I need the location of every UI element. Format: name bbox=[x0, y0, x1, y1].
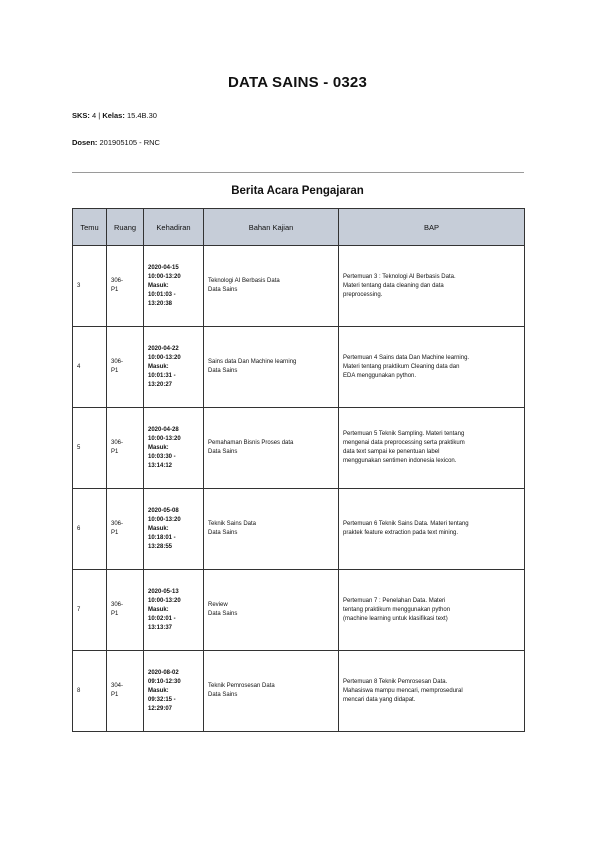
kelas-label: Kelas: bbox=[102, 111, 125, 120]
bahan-line: Data Sains bbox=[208, 611, 238, 617]
kehadiran-line: Masuk: bbox=[148, 363, 169, 370]
cell-bahan-kajian bbox=[204, 408, 339, 489]
cell-bap bbox=[339, 327, 525, 408]
table-row bbox=[73, 651, 525, 732]
cell-bap bbox=[339, 489, 525, 570]
bap-line: Pertemuan 3 : Teknologi AI Berbasis Data. bbox=[343, 273, 456, 280]
kehadiran-line: Masuk: bbox=[148, 525, 169, 532]
page-title: DATA SAINS - 0323 bbox=[228, 74, 367, 91]
kehadiran-line: 10:01:31 - bbox=[148, 372, 176, 379]
sks-label: SKS: bbox=[72, 111, 90, 120]
bap-line: mengenai data preprocessing serta praktikum bbox=[343, 440, 465, 446]
kehadiran-line: 13:20:27 bbox=[148, 381, 173, 388]
header-kehadiran: Kehadiran bbox=[144, 209, 204, 246]
kehadiran-line: 12:29:07 bbox=[148, 705, 173, 712]
bahan-line: Teknik Pemrosesan Data bbox=[208, 683, 275, 689]
kehadiran-line: Masuk: bbox=[148, 606, 169, 613]
cell-kehadiran bbox=[144, 489, 204, 570]
kehadiran-line: 13:28:55 bbox=[148, 543, 173, 550]
bap-line: praktek feature extraction pada text mining. bbox=[343, 530, 459, 536]
cell-temu: 6 bbox=[73, 489, 107, 570]
cell-temu: 4 bbox=[73, 327, 107, 408]
kehadiran-line: 13:13:37 bbox=[148, 624, 173, 631]
kehadiran-line: Masuk: bbox=[148, 687, 169, 694]
kehadiran-line: 2020-04-15 bbox=[148, 264, 179, 271]
bahan-line: Pemahaman Bisnis Proses data bbox=[208, 440, 294, 446]
ruang-line: 306- bbox=[111, 440, 124, 446]
table-body bbox=[73, 246, 525, 732]
section-title: Berita Acara Pengajaran bbox=[231, 185, 364, 197]
bahan-line: Data Sains bbox=[208, 287, 238, 293]
bap-line: (machine learning untuk klasifikasi text) bbox=[343, 615, 448, 622]
cell-bap bbox=[339, 246, 525, 327]
ruang-line: P1 bbox=[111, 368, 119, 374]
kehadiran-line: 10:00-13:20 bbox=[148, 597, 181, 604]
kehadiran-line: 10:00-13:20 bbox=[148, 273, 181, 280]
bap-line: Pertemuan 5 Teknik Sampling. Materi tentang bbox=[343, 431, 465, 437]
ruang-line: 306- bbox=[111, 521, 124, 527]
table-row bbox=[73, 246, 525, 327]
table-header-row bbox=[73, 209, 525, 246]
divider bbox=[72, 172, 524, 173]
dosen-value: 201905105 - RNC bbox=[99, 138, 160, 147]
ruang-line: 306- bbox=[111, 602, 124, 608]
table-row bbox=[73, 408, 525, 489]
kehadiran-line: 09:32:15 - bbox=[148, 696, 176, 703]
kehadiran-line: 10:00-13:20 bbox=[148, 516, 181, 523]
header-bap: BAP bbox=[339, 209, 525, 246]
table-row bbox=[73, 327, 525, 408]
kehadiran-line: 10:03:30 - bbox=[148, 453, 176, 460]
ruang-line: P1 bbox=[111, 530, 119, 536]
cell-temu: 5 bbox=[73, 408, 107, 489]
cell-bap bbox=[339, 570, 525, 651]
lecturer-info bbox=[72, 138, 160, 147]
bahan-line: Data Sains bbox=[208, 449, 238, 455]
cell-ruang bbox=[107, 246, 144, 327]
bahan-line: Data Sains bbox=[208, 692, 238, 698]
cell-bap bbox=[339, 408, 525, 489]
bap-line: menggunakan sentimen indonesia lexicon. bbox=[343, 458, 457, 464]
bap-line: Materi tentang data cleaning dan data bbox=[343, 282, 444, 289]
cell-bahan-kajian bbox=[204, 327, 339, 408]
table-row bbox=[73, 570, 525, 651]
kehadiran-line: 10:01:03 - bbox=[148, 291, 176, 298]
cell-ruang bbox=[107, 408, 144, 489]
bahan-line: Sains data Dan Machine learning bbox=[208, 359, 297, 365]
bap-line: data text sampai ke penentuan label bbox=[343, 449, 440, 455]
dosen-label: Dosen: bbox=[72, 138, 98, 147]
bahan-line: Data Sains bbox=[208, 368, 238, 374]
kehadiran-line: 10:00-13:20 bbox=[148, 435, 181, 442]
ruang-line: P1 bbox=[111, 611, 119, 617]
cell-bahan-kajian bbox=[204, 651, 339, 732]
bap-line: Mahasiswa mampu mencari, memprosedural bbox=[343, 687, 463, 694]
kehadiran-line: Masuk: bbox=[148, 282, 169, 289]
cell-kehadiran bbox=[144, 570, 204, 651]
kehadiran-line: 10:02:01 - bbox=[148, 615, 176, 622]
bap-line: tentang praktikum menggunakan python bbox=[343, 606, 451, 613]
kehadiran-line: 13:20:38 bbox=[148, 300, 173, 307]
cell-kehadiran bbox=[144, 327, 204, 408]
bahan-line: Teknologi AI Berbasis Data bbox=[208, 278, 280, 284]
kehadiran-line: 09:10-12:30 bbox=[148, 678, 181, 685]
info-separator: | bbox=[98, 111, 101, 120]
header-temu: Temu bbox=[73, 209, 107, 246]
cell-ruang bbox=[107, 651, 144, 732]
cell-temu: 3 bbox=[73, 246, 107, 327]
sks-value: 4 bbox=[92, 111, 97, 120]
cell-temu: 8 bbox=[73, 651, 107, 732]
bap-line: mencari data yang didapat. bbox=[343, 696, 416, 703]
bahan-line: Data Sains bbox=[208, 530, 238, 536]
cell-bahan-kajian bbox=[204, 489, 339, 570]
ruang-line: 306- bbox=[111, 278, 124, 284]
header-ruang: Ruang bbox=[107, 209, 144, 246]
cell-bahan-kajian bbox=[204, 570, 339, 651]
bap-line: EDA menggunakan python. bbox=[343, 372, 417, 379]
bahan-line: Teknik Sains Data bbox=[208, 521, 257, 527]
header-bahan-kajian: Bahan Kajian bbox=[204, 209, 339, 246]
kehadiran-line: 2020-05-13 bbox=[148, 588, 179, 595]
kehadiran-line: 2020-04-22 bbox=[148, 345, 179, 352]
ruang-line: 306- bbox=[111, 359, 124, 365]
cell-bahan-kajian bbox=[204, 246, 339, 327]
course-info bbox=[72, 111, 157, 120]
ruang-line: P1 bbox=[111, 692, 119, 698]
bap-line: Pertemuan 8 Teknik Pemrosesan Data. bbox=[343, 678, 448, 685]
table-row bbox=[73, 489, 525, 570]
cell-bap bbox=[339, 651, 525, 732]
ruang-line: 304- bbox=[111, 683, 124, 689]
cell-kehadiran bbox=[144, 408, 204, 489]
bap-line: Pertemuan 6 Teknik Sains Data. Materi tentang bbox=[343, 521, 469, 527]
cell-kehadiran bbox=[144, 651, 204, 732]
bap-table bbox=[72, 208, 525, 732]
cell-ruang bbox=[107, 489, 144, 570]
bahan-line: Review bbox=[208, 602, 228, 608]
bap-line: Pertemuan 4 Sains data Dan Machine learning. bbox=[343, 354, 470, 361]
kehadiran-line: 10:00-13:20 bbox=[148, 354, 181, 361]
cell-ruang bbox=[107, 570, 144, 651]
kehadiran-line: 2020-08-02 bbox=[148, 669, 179, 676]
kehadiran-line: 13:14:12 bbox=[148, 462, 173, 469]
kehadiran-line: 2020-05-08 bbox=[148, 507, 179, 514]
bap-line: preprocessing. bbox=[343, 291, 383, 298]
ruang-line: P1 bbox=[111, 449, 119, 455]
kehadiran-line: 10:18:01 - bbox=[148, 534, 176, 541]
cell-kehadiran bbox=[144, 246, 204, 327]
kehadiran-line: 2020-04-28 bbox=[148, 426, 179, 433]
kehadiran-line: Masuk: bbox=[148, 444, 169, 451]
bap-line: Materi tentang praktikum Cleaning data dan bbox=[343, 363, 460, 370]
bap-line: Pertemuan 7 : Penelahan Data. Materi bbox=[343, 597, 446, 604]
kelas-value: 15.4B.30 bbox=[126, 111, 157, 120]
cell-ruang bbox=[107, 327, 144, 408]
ruang-line: P1 bbox=[111, 287, 119, 293]
cell-temu: 7 bbox=[73, 570, 107, 651]
